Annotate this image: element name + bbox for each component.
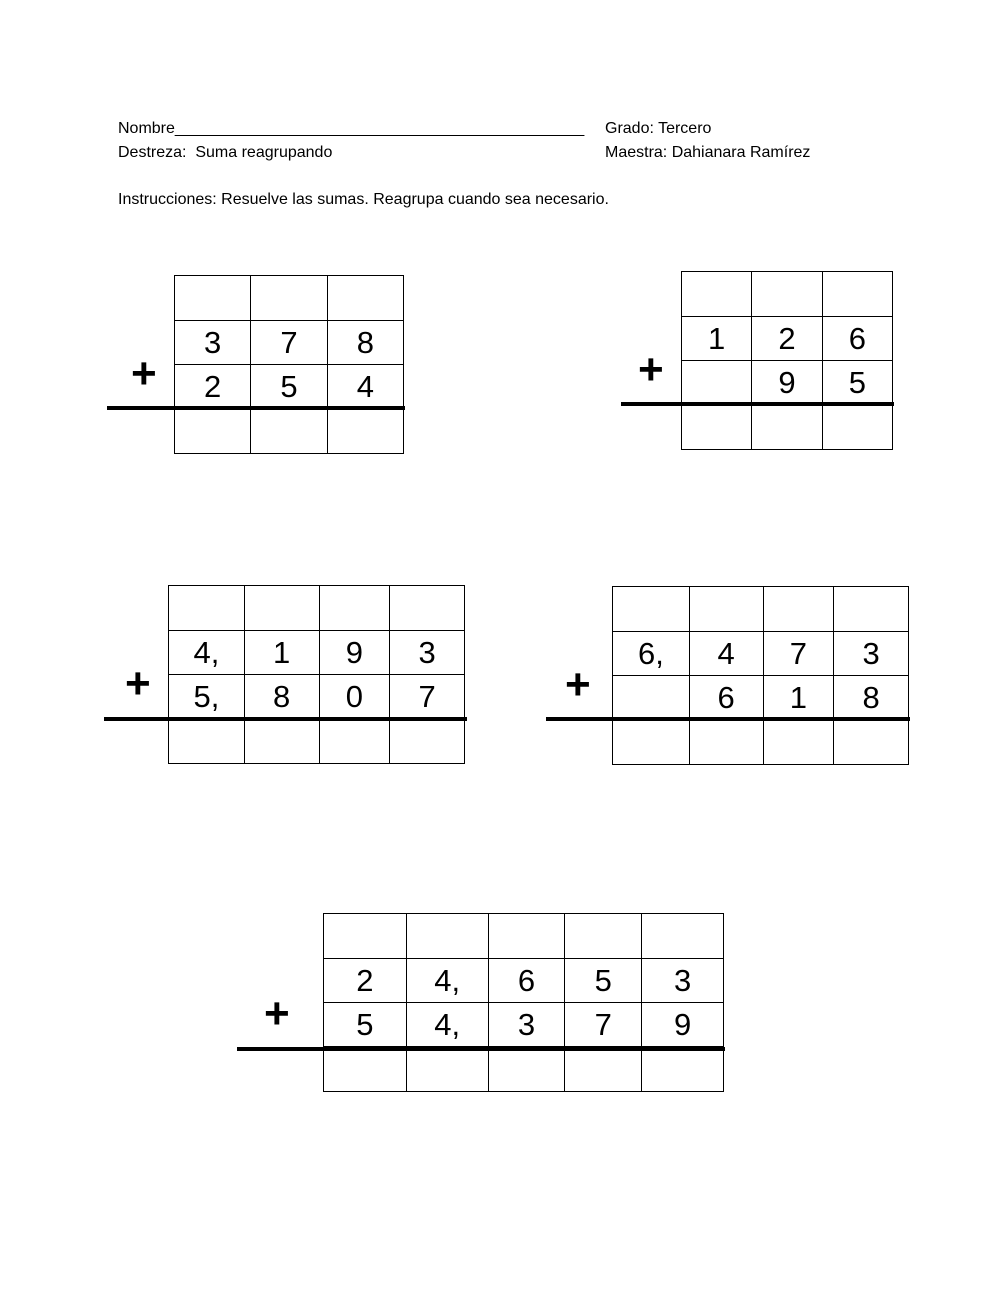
answer-cell[interactable] [834, 720, 909, 765]
answer-cell[interactable] [175, 409, 251, 454]
addend-digit: 2 [175, 365, 251, 409]
answer-cell[interactable] [324, 1047, 407, 1092]
addend-digit: 7 [763, 632, 834, 676]
answer-cell[interactable] [327, 409, 403, 454]
maestra-label: Maestra: Dahianara Ramírez [605, 144, 811, 161]
addend-digit: 6 [689, 676, 763, 720]
plus-sign: + [565, 660, 591, 709]
addend-digit: 4 [327, 365, 403, 409]
carry-cell[interactable] [822, 272, 892, 317]
answer-cell[interactable] [689, 720, 763, 765]
addend-digit: 5, [169, 675, 245, 719]
answer-cell[interactable] [390, 719, 465, 764]
carry-cell[interactable] [390, 586, 465, 631]
addend-digit: 2 [324, 959, 407, 1003]
instructions-text: Instrucciones: Resuelve las sumas. Reagrupa cuando sea necesario. [118, 191, 609, 208]
addend-digit: 5 [565, 959, 642, 1003]
addend-digit: 0 [319, 675, 390, 719]
addend-digit: 3 [488, 1003, 565, 1047]
addend-digit: 7 [565, 1003, 642, 1047]
destreza-label: Destreza: Suma reagrupando [118, 144, 333, 161]
addition-problem-4 [612, 586, 909, 765]
answer-cell[interactable] [682, 405, 752, 450]
addend-digit: 4, [406, 1003, 488, 1047]
grado-label: Grado: Tercero [605, 120, 712, 137]
addition-problem-2 [681, 271, 893, 450]
addend-digit: 9 [642, 1003, 724, 1047]
addend-digit: 9 [752, 361, 822, 405]
sum-line [546, 717, 910, 721]
carry-cell[interactable] [327, 276, 403, 321]
plus-sign: + [264, 989, 290, 1038]
addend-digit: 8 [327, 321, 403, 365]
addend-digit: 5 [822, 361, 892, 405]
addend-digit: 8 [244, 675, 319, 719]
addend-digit [613, 676, 690, 720]
addend-digit: 4, [169, 631, 245, 675]
carry-cell[interactable] [642, 914, 724, 959]
carry-cell[interactable] [175, 276, 251, 321]
addend-digit: 6 [822, 317, 892, 361]
carry-cell[interactable] [488, 914, 565, 959]
sum-line [621, 402, 894, 406]
answer-cell[interactable] [763, 720, 834, 765]
addend-digit: 3 [834, 632, 909, 676]
answer-cell[interactable] [319, 719, 390, 764]
carry-cell[interactable] [251, 276, 327, 321]
addend-digit: 5 [324, 1003, 407, 1047]
addend-digit: 6, [613, 632, 690, 676]
plus-sign: + [638, 345, 664, 394]
sum-line [107, 406, 405, 410]
answer-cell[interactable] [488, 1047, 565, 1092]
addend-digit: 1 [763, 676, 834, 720]
answer-cell[interactable] [822, 405, 892, 450]
addition-problem-1 [174, 275, 404, 454]
nombre-field[interactable]: Nombre______________________________________________ [118, 120, 585, 137]
carry-cell[interactable] [689, 587, 763, 632]
addend-digit [682, 361, 752, 405]
plus-sign: + [125, 659, 151, 708]
addend-digit: 1 [244, 631, 319, 675]
addend-digit: 7 [251, 321, 327, 365]
addend-digit: 9 [319, 631, 390, 675]
addend-digit: 4, [406, 959, 488, 1003]
addend-digit: 3 [390, 631, 465, 675]
addend-digit: 1 [682, 317, 752, 361]
carry-cell[interactable] [682, 272, 752, 317]
answer-cell[interactable] [565, 1047, 642, 1092]
addend-digit: 3 [642, 959, 724, 1003]
answer-cell[interactable] [244, 719, 319, 764]
addition-problem-3 [168, 585, 465, 764]
carry-cell[interactable] [763, 587, 834, 632]
carry-cell[interactable] [834, 587, 909, 632]
addition-problem-5 [323, 913, 724, 1092]
sum-line [104, 717, 467, 721]
answer-cell[interactable] [406, 1047, 488, 1092]
carry-cell[interactable] [752, 272, 822, 317]
addend-digit: 6 [488, 959, 565, 1003]
addend-digit: 2 [752, 317, 822, 361]
carry-cell[interactable] [406, 914, 488, 959]
addend-digit: 8 [834, 676, 909, 720]
addend-digit: 7 [390, 675, 465, 719]
addend-digit: 3 [175, 321, 251, 365]
carry-cell[interactable] [613, 587, 690, 632]
answer-cell[interactable] [752, 405, 822, 450]
carry-cell[interactable] [169, 586, 245, 631]
carry-cell[interactable] [319, 586, 390, 631]
carry-cell[interactable] [244, 586, 319, 631]
carry-cell[interactable] [324, 914, 407, 959]
addend-digit: 5 [251, 365, 327, 409]
answer-cell[interactable] [251, 409, 327, 454]
answer-cell[interactable] [613, 720, 690, 765]
answer-cell[interactable] [642, 1047, 724, 1092]
sum-line [237, 1047, 725, 1051]
addend-digit: 4 [689, 632, 763, 676]
carry-cell[interactable] [565, 914, 642, 959]
plus-sign: + [131, 349, 157, 398]
answer-cell[interactable] [169, 719, 245, 764]
